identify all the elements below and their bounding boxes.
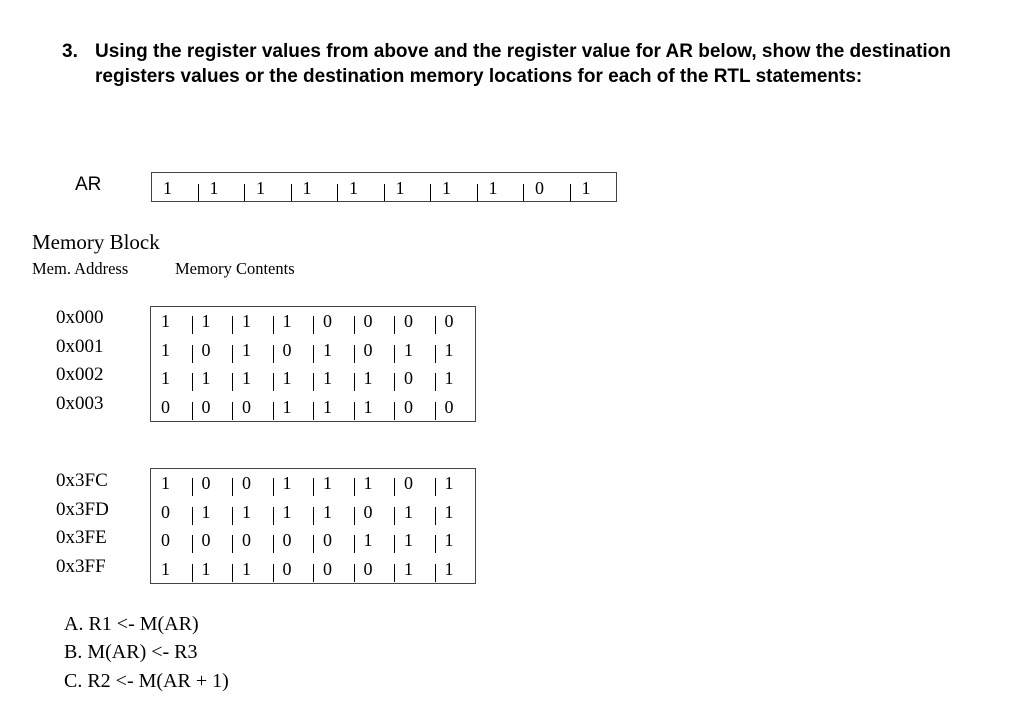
mem-address: 0x3FC bbox=[56, 470, 108, 491]
ar-bit: 1 bbox=[302, 178, 312, 198]
memory-bit: 0 bbox=[435, 393, 476, 422]
memory-bit: 1 bbox=[192, 555, 233, 584]
memory-bit: 1 bbox=[435, 555, 476, 584]
ar-bit: 1 bbox=[209, 178, 219, 198]
memory-bit: 1 bbox=[232, 555, 273, 584]
memory-bit: 1 bbox=[232, 307, 273, 336]
memory-bit: 0 bbox=[394, 307, 435, 336]
memory-bit: 0 bbox=[232, 469, 273, 498]
memory-bit: 0 bbox=[192, 526, 233, 555]
memory-bit: 1 bbox=[435, 336, 476, 365]
question-number: 3. bbox=[62, 41, 78, 62]
memory-bit: 1 bbox=[273, 393, 314, 422]
ar-bit: 1 bbox=[442, 178, 451, 198]
mem-address: 0x002 bbox=[56, 364, 104, 385]
memory-bit: 1 bbox=[273, 498, 314, 527]
mem-address: 0x001 bbox=[56, 335, 104, 357]
memory-bit: 1 bbox=[161, 311, 170, 331]
statement-c: C. R2 <- M(AR + 1) bbox=[64, 670, 229, 692]
ar-bit: 1 bbox=[349, 178, 358, 198]
memory-bit: 1 bbox=[273, 364, 314, 393]
mem-address: 0x3FD bbox=[56, 498, 109, 520]
memory-bit: 0 bbox=[354, 555, 395, 584]
memory-bit: 1 bbox=[394, 555, 435, 584]
memory-row bbox=[151, 555, 475, 584]
memory-bit: 0 bbox=[192, 469, 233, 498]
memory-bit: 1 bbox=[192, 364, 233, 393]
memory-bit: 1 bbox=[354, 526, 395, 555]
memory-bit: 1 bbox=[232, 364, 273, 393]
memory-bit: 1 bbox=[354, 393, 395, 422]
ar-bit: 1 bbox=[581, 178, 591, 198]
memory-row bbox=[151, 526, 475, 555]
memory-bit: 1 bbox=[394, 526, 435, 555]
memory-bit: 1 bbox=[273, 307, 314, 336]
ar-register bbox=[151, 172, 617, 202]
mem-address-header: Mem. Address bbox=[32, 259, 129, 278]
memory-bit: 1 bbox=[435, 364, 476, 393]
memory-row bbox=[151, 307, 475, 336]
mem-address: 0x000 bbox=[56, 307, 104, 328]
memory-grid-block1 bbox=[150, 306, 476, 422]
memory-bit: 0 bbox=[313, 526, 354, 555]
memory-bit: 1 bbox=[161, 473, 170, 493]
memory-bit: 1 bbox=[313, 364, 354, 393]
mem-address: 0x3FF bbox=[56, 555, 106, 577]
memory-bit: 1 bbox=[161, 339, 170, 360]
memory-bit: 0 bbox=[313, 307, 354, 336]
memory-bit: 1 bbox=[273, 469, 314, 498]
memory-bit: 1 bbox=[161, 368, 170, 388]
memory-bit: 0 bbox=[394, 364, 435, 393]
memory-bit: 0 bbox=[394, 469, 435, 498]
memory-bit: 1 bbox=[161, 558, 170, 579]
ar-bit: 1 bbox=[488, 178, 498, 198]
statement-a: A. R1 <- M(AR) bbox=[64, 613, 199, 635]
memory-bit: 1 bbox=[313, 469, 354, 498]
memory-bit: 0 bbox=[232, 526, 273, 555]
memory-bit: 1 bbox=[232, 336, 273, 365]
mem-contents-header: Memory Contents bbox=[175, 259, 295, 278]
memory-bit: 0 bbox=[394, 393, 435, 422]
memory-bit: 1 bbox=[354, 469, 395, 498]
memory-bit: 0 bbox=[192, 336, 233, 365]
ar-bit: 1 bbox=[163, 178, 172, 198]
memory-bit: 1 bbox=[435, 498, 476, 527]
memory-grid-block2 bbox=[150, 468, 476, 584]
memory-bit: 1 bbox=[435, 469, 476, 498]
memory-bit: 0 bbox=[161, 396, 170, 417]
mem-address: 0x3FE bbox=[56, 527, 107, 548]
memory-row bbox=[151, 469, 475, 498]
memory-block-title: Memory Block bbox=[32, 230, 160, 254]
mem-address: 0x003 bbox=[56, 392, 104, 414]
memory-bit: 1 bbox=[394, 336, 435, 365]
memory-bit: 0 bbox=[192, 393, 233, 422]
memory-bit: 0 bbox=[273, 555, 314, 584]
memory-bit: 1 bbox=[232, 498, 273, 527]
memory-bit: 1 bbox=[435, 526, 476, 555]
memory-row bbox=[151, 498, 475, 527]
memory-row bbox=[151, 393, 475, 422]
ar-bit: 1 bbox=[395, 178, 405, 198]
memory-row bbox=[151, 364, 475, 393]
memory-bit: 1 bbox=[313, 393, 354, 422]
memory-bit: 1 bbox=[313, 336, 354, 365]
memory-bit: 0 bbox=[232, 393, 273, 422]
memory-bit: 1 bbox=[192, 307, 233, 336]
memory-bit: 0 bbox=[161, 501, 170, 522]
memory-bit: 1 bbox=[354, 364, 395, 393]
question-text: Using the register values from above and the register value for AR below, show the destination registers values or the destination memory locations for each of the RTL statements: bbox=[95, 41, 951, 87]
memory-bit: 1 bbox=[313, 498, 354, 527]
memory-bit: 0 bbox=[273, 526, 314, 555]
ar-label: AR bbox=[75, 174, 102, 195]
memory-bit: 0 bbox=[435, 307, 476, 336]
ar-bit: 1 bbox=[256, 178, 265, 198]
memory-bit: 1 bbox=[192, 498, 233, 527]
memory-bit: 1 bbox=[394, 498, 435, 527]
memory-row bbox=[151, 336, 475, 365]
memory-bit: 0 bbox=[161, 530, 170, 550]
memory-bit: 0 bbox=[354, 307, 395, 336]
ar-bit: 0 bbox=[535, 178, 544, 198]
memory-bit: 0 bbox=[354, 336, 395, 365]
memory-bit: 0 bbox=[354, 498, 395, 527]
memory-bit: 0 bbox=[313, 555, 354, 584]
memory-bit: 0 bbox=[273, 336, 314, 365]
statement-b: B. M(AR) <- R3 bbox=[64, 641, 198, 663]
